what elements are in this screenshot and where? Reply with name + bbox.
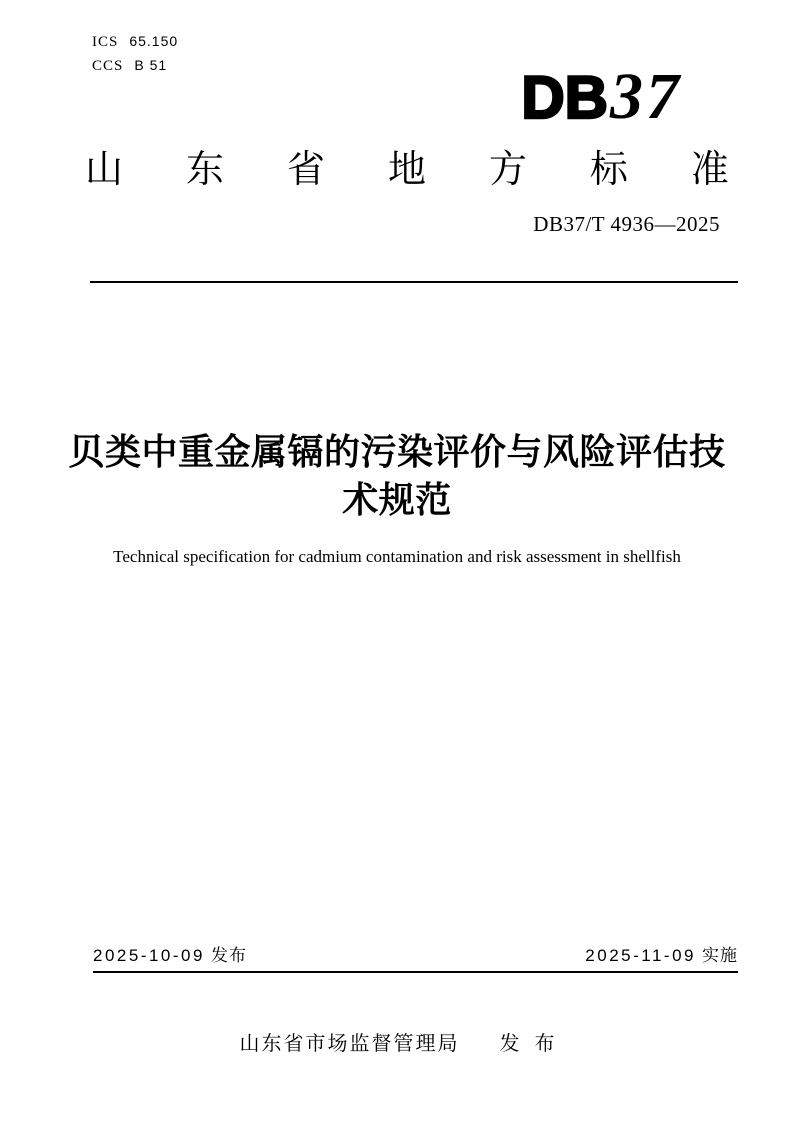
- publisher-name: 山东省市场监督管理局: [239, 1033, 460, 1055]
- header-divider-line: [90, 281, 738, 283]
- db37-logo: [521, 60, 682, 133]
- publisher-action-label: 发布: [499, 1033, 570, 1055]
- implement-date-item: [585, 941, 738, 966]
- standard-category-title: 山 东 省 地 方 标 准: [85, 149, 729, 191]
- ccs-label: CCS: [92, 58, 124, 74]
- publisher-row: [0, 1027, 794, 1056]
- footer-divider-line: [93, 971, 738, 973]
- standard-number: DB37/T 4936—2025: [533, 212, 720, 236]
- document-title-cn-line1: 贝类中重金属镉的污染评价与风险评估技: [68, 431, 726, 472]
- document-title-cn: [0, 428, 794, 524]
- ccs-row: [92, 57, 178, 81]
- publish-date: 2025-10-09: [93, 946, 205, 965]
- db37-logo-region-code: 37: [610, 60, 682, 133]
- ics-value: 65.150: [129, 33, 179, 49]
- classification-codes: [92, 33, 178, 81]
- implement-date-label: 实施: [702, 946, 738, 965]
- publish-date-item: [93, 941, 247, 966]
- db37-logo-prefix: DB: [521, 64, 608, 131]
- document-title-cn-line2: 术规范: [342, 479, 452, 520]
- ccs-value: B 51: [134, 57, 168, 73]
- dates-row: [93, 941, 738, 966]
- implement-date: 2025-11-09: [585, 946, 696, 965]
- ics-row: [92, 33, 178, 57]
- ics-label: ICS: [92, 34, 119, 50]
- document-title-en: Technical specification for cadmium contamination and risk assessment in shellfish: [113, 547, 681, 566]
- publish-date-label: 发布: [210, 946, 247, 965]
